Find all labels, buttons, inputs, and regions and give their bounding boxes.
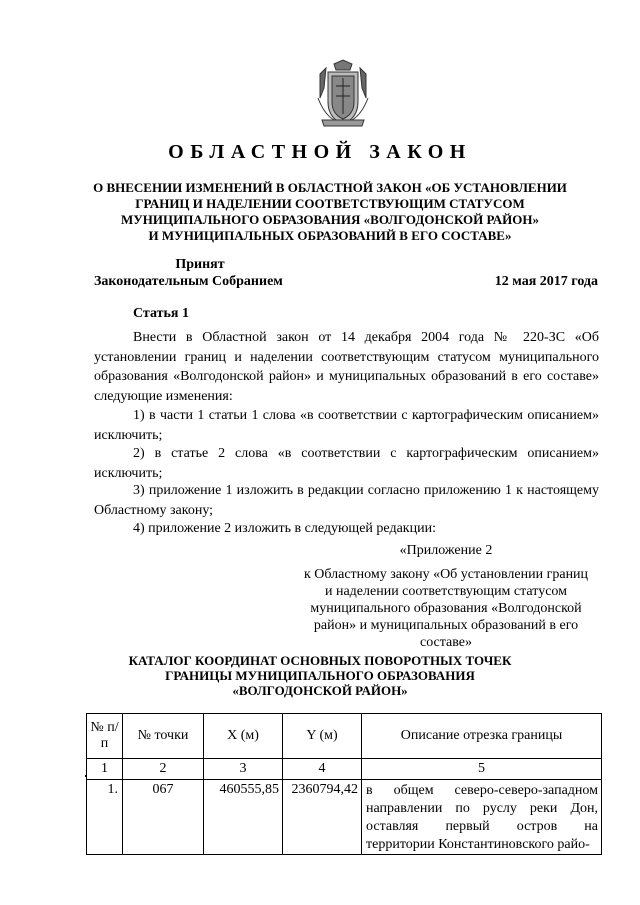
article-title: Статья 1 <box>133 306 189 321</box>
article-paragraph: 1) в части 1 статьи 1 слова «в соответствии с картографическим описанием» исключить; <box>94 408 599 443</box>
document-title: ОБЛАСТНОЙ ЗАКОН <box>168 141 472 163</box>
header-cell-row-number: № п/п <box>87 714 123 759</box>
adopted-date: 12 мая 2017 года <box>494 274 598 289</box>
law-heading-line: О ВНЕСЕНИИ ИЗМЕНЕНИЙ В ОБЛАСТНОЙ ЗАКОН «ОБ УСТАНОВЛЕНИИ <box>93 180 567 195</box>
header-cell-point-number: № точки <box>123 714 204 759</box>
header-cell-x: X (м) <box>204 714 283 759</box>
point-number: 067 <box>123 780 204 855</box>
catalog-title-line: ГРАНИЦЫ МУНИЦИПАЛЬНОГО ОБРАЗОВАНИЯ <box>165 668 475 683</box>
law-heading <box>60 180 600 244</box>
y-coordinate: 2360794,42 <box>283 780 362 855</box>
table-row <box>87 780 602 855</box>
column-number: 2 <box>123 759 204 780</box>
header-cell-y: Y (м) <box>283 714 362 759</box>
appendix-title: «Приложение 2 <box>399 543 493 558</box>
table-header-row <box>87 714 602 759</box>
law-heading-line: МУНИЦИПАЛЬНОГО ОБРАЗОВАНИЯ «ВОЛГОДОНСКОЙ РАЙОН» <box>120 212 540 227</box>
column-number: 3 <box>204 759 283 780</box>
article-paragraph: Внести в Областной закон от 14 декабря 2004 года № 220-ЗС «Об установлении границ и наделении соответствующим статусом муниципального образования «Волгодонской район» и муниципальных образований в его составе» следующие изменения: <box>94 330 599 404</box>
column-number: 5 <box>362 759 602 780</box>
coordinates-table <box>86 713 602 855</box>
adopted-label: Принят <box>175 257 225 272</box>
column-number: 1 <box>87 759 123 780</box>
x-coordinate: 460555,85 <box>204 780 283 855</box>
law-heading-line: ГРАНИЦ И НАДЕЛЕНИИ СООТВЕТСТВУЮЩИМ СТАТУСОМ <box>135 196 525 211</box>
segment-description: в общем северо-северо-западном направлении по руслу реки Дон, оставляя первый остров на территории Константиновского райо- <box>362 780 602 855</box>
row-number: 1. <box>87 780 123 855</box>
article-paragraph: 2) в статье 2 слова «в соответствии с картографическим описанием» исключить; <box>94 446 599 481</box>
catalog-title <box>100 653 540 698</box>
catalog-title-line: КАТАЛОГ КООРДИНАТ ОСНОВНЫХ ПОВОРОТНЫХ ТОЧЕК <box>128 653 512 668</box>
coat-of-arms-emblem <box>314 58 372 128</box>
header-cell-description: Описание отрезка границы <box>362 714 602 759</box>
column-number-row <box>87 759 602 780</box>
adopted-by: Законодательным Собранием <box>94 274 283 289</box>
article-paragraph: 3) приложение 1 изложить в редакции согласно приложению 1 к настоящему Областному закону; <box>94 483 599 518</box>
appendix-body: к Областному закону «Об установлении границ и наделении соответствующим статусом муниципального образования «Волгодонской район» и муниципальных образований в его составе» <box>303 567 589 650</box>
catalog-title-line: «ВОЛГОДОНСКОЙ РАЙОН» <box>232 683 408 698</box>
column-number: 4 <box>283 759 362 780</box>
law-heading-line: И МУНИЦИПАЛЬНЫХ ОБРАЗОВАНИЙ В ЕГО СОСТАВЕ» <box>148 228 512 243</box>
article-paragraph: 4) приложение 2 изложить в следующей редакции: <box>133 521 436 536</box>
